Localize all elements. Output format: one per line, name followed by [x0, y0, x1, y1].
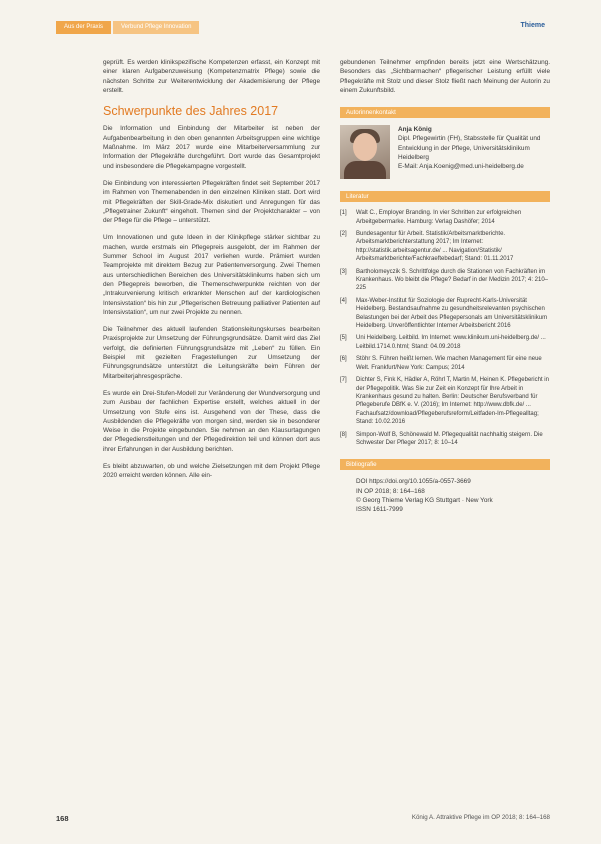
- literature-item: [7] Dichter S, Fink K, Hädler A, Röhrl T, Martin M, Heinen K. Pflegebericht in der Pflegepolitik. Was Sie zur Zeit ein Konzept für Ihre Arbeit in Krankenhaus gesund zu halten. Berlin: Deutscher Berufsverband für Pflegeberufe DBfK e. V. (2016); Im Internet: http://www.dbfk.de/ ... Fachaufsatz/download/Pflegeberufsreform/Leitfaden-Im-Pflegealltag; Stand: 10.02.2016: [340, 377, 549, 426]
- literature-item: [6] Stöhr S. Führen heißt lernen. Wie machen Management für eine neue Welt. Frankfurt/New York: Campus; 2014: [340, 356, 542, 371]
- literature-header: Literatur: [340, 191, 550, 202]
- author-photo: [340, 125, 390, 179]
- literature-item: [8] Simpon-Wolf B, Schönewald M. Pflegequalität nachhaltig steigern. Die Schwester Der Pfleger 2017; 8: 10–14: [340, 431, 543, 446]
- author-name: Anja König: [398, 126, 432, 134]
- bib-line: IN OP 2018; 8: 164–168: [356, 487, 425, 495]
- left-column: [103, 58, 320, 489]
- bibliography: [340, 477, 550, 514]
- section-tabs: [56, 21, 199, 34]
- citation: König A. Attraktive Pflege im OP 2018; 8: 164–168: [411, 814, 550, 821]
- body-paragraph: Es wurde ein Drei-Stufen-Modell zur Veränderung der Wundversorgung und zum Ausbau der fachlichen Expertise erstellt, welches aktuell in der Umsetzung von Stufe eins ist. Ausgehend von der These, dass die Ausbildenden die Pflegekräfte von morgen sind, werden sie in besonderer Weise in die Projekte eingebunden. Sie nehmen an den Klausurtagungen der Pflegedienstleitungen und der Pflegedirektion teil und können dort aus ihrer Erfahrungen in der Ausbildung berichten.: [103, 389, 320, 453]
- section-heading: Schwerpunkte des Jahres 2017: [103, 104, 279, 119]
- literature-item: [4] Max-Weber-Institut für Soziologie der Ruprecht-Karls-Universität Heidelberg. Bestandsaufnahme zu gesundheitsrelevanten psychischen Belastungen bei der Arbeit des Pflegepersonals am Universitätsklinikum Heidelberg. Unveröffentlichter Interner Arbeitsbericht 2016: [340, 297, 548, 330]
- body-paragraph: Die Einbindung von interessierten Pflegekräften findet seit September 2017 im Rahmen von Themenabenden in den einzelnen Kliniken statt. Dort wird mit Pflegekräften der Skill-Grade-Mix diskutiert und Anregungen für das „Pflegetrainer Zukunft“ eingeholt. Themen sind der Projektcharakter – von der Pflege für die Pflege – unterstützt.: [103, 179, 320, 225]
- bib-line: ISSN 1611-7999: [356, 506, 403, 514]
- literature-item: [5] Uni Heidelberg. Leitbild. Im Internet: www.klinikum.uni-heidelberg.de/ ... Leitbild.1714.0.html; Stand: 04.09.2018: [340, 335, 546, 350]
- right-column: [340, 58, 550, 515]
- bib-line: © Georg Thieme Verlag KG Stuttgart · New York: [356, 496, 493, 504]
- literature-item: [2] Bundesagentur für Arbeit. Statistik/Arbeitsmarktberichte. Arbeitsmarktberichterstattung 2017; Im Internet: http://statistik.arbeitsagentur.de/ ... Navigation/Statistik/ Arbeitsmarktberichte/Fachkraeftebedarf; Stand: 01.11.2017: [340, 231, 514, 263]
- intro-paragraph-right: gebundenen Teilnehmer empfinden bereits jetzt eine Wertschätzung. Besonders das „Sichtbarmachen“ pflegerischer Leistung erfüllt viele Pflegekräfte mit Stolz und dieser Stolz fließt nach Meinung der Autorin zu einem Zukunftsbild.: [340, 59, 550, 94]
- bibliography-header: Bibliografie: [340, 459, 550, 470]
- body-paragraph: Um Innovationen und gute Ideen in der Klinikpflege stärker sichtbar zu machen, wurde erstmals ein Pflegepreis ausgelobt, der im Rahmen der Summer School im August 2017 verliehen wurde. Prämiert wurden Teamprojekte mit direktem Bezug zur Patientenversorgung. Zwei Themen aus unterschiedlichen Bereichen des Universitätsklinikums haben sich um den Pflegepreis beworben, die Themenschwerpunkte reichten von der „Intrakurvenierung kritisch erkrankter Menschen auf der kardiologischen Intensivstation“ bis hin zur „Pflegerischen Betreuung palliativer Patienten auf Intensivstation“, um nur zwei Projekte zu nennen.: [103, 234, 320, 316]
- author-info: [398, 125, 550, 179]
- body-paragraph: Die Information und Einbindung der Mitarbeiter ist neben der Aufgabenbearbeitung in den oben genannten Arbeitsgruppen eine wichtige Maßnahme. Im März 2017 wurde eine Mitarbeiterversammlung zur Information der Pflegekräfte durchgeführt. Dort wurde das Gesamtprojekt und insbesondere die Pflegekampagne vorgestellt.: [103, 125, 320, 170]
- body-paragraph: Die Teilnehmer des aktuell laufenden Stationsleitungskurses bearbeiten Praxisprojekte zur Umsetzung der Führungsgrundsätze. Damit wird das Ziel verfolgt, die definierten Führungsgrundsätze mit „Leben“ zu füllen. Ein Beispiel mit gezielten Fragestellungen zur Umsetzung der Führungsgrundsätze unterstützt die Leitungskräfte beim Führen der Mitarbeiterjahresgespräche.: [103, 326, 320, 380]
- literature-item: [3] Bartholomeyczik S. Schrittfolge durch die Stationen von Fachkräften im Krankenhaus. Wo bleibt die Pflege? Bedarf in der Medizin 2017; 4: 210–225: [340, 268, 549, 292]
- literature-item: [1] Walt C., Employer Branding. In vier Schritten zur erfolgreichen Arbeitgebermarke. Hamburg: Verlag Dashöfer; 2014: [340, 210, 522, 225]
- section-tab-secondary: Verbund Pflege Innovation: [113, 21, 199, 34]
- doi-link[interactable]: DOI https://doi.org/10.1055/a-0557-3669: [356, 478, 471, 486]
- section-tab-primary: Aus der Praxis: [56, 21, 111, 34]
- author-box-header: Autorinnenkontakt: [340, 107, 550, 118]
- literature-list: [340, 209, 550, 447]
- publisher-logo: Thieme: [520, 22, 545, 29]
- page-number: 168: [56, 814, 69, 823]
- page-footer: [56, 814, 550, 823]
- author-contact: [340, 125, 550, 179]
- author-bio: Dipl. Pflegewirtin (FH), Stabsstelle für Qualität und Entwicklung in der Pflege, Universitätsklinikum Heidelberg: [398, 135, 541, 162]
- body-paragraph: Es bleibt abzuwarten, ob und welche Zielsetzungen mit dem Projekt Pflege 2020 erreicht werden können. Alle ein-: [103, 462, 320, 480]
- author-email[interactable]: E-Mail: Anja.Koenig@med.uni-heidelberg.de: [398, 163, 524, 171]
- intro-paragraph: geprüft. Es werden klinikspezifische Kompetenzen erfasst, ein Konzept mit einer klaren Aufgabenzuweisung (Kompetenzmatrix Pflege) sowie die nächsten Schritte zur Weiterentwicklung der Akademisierung der Pflege erstellt.: [103, 59, 320, 94]
